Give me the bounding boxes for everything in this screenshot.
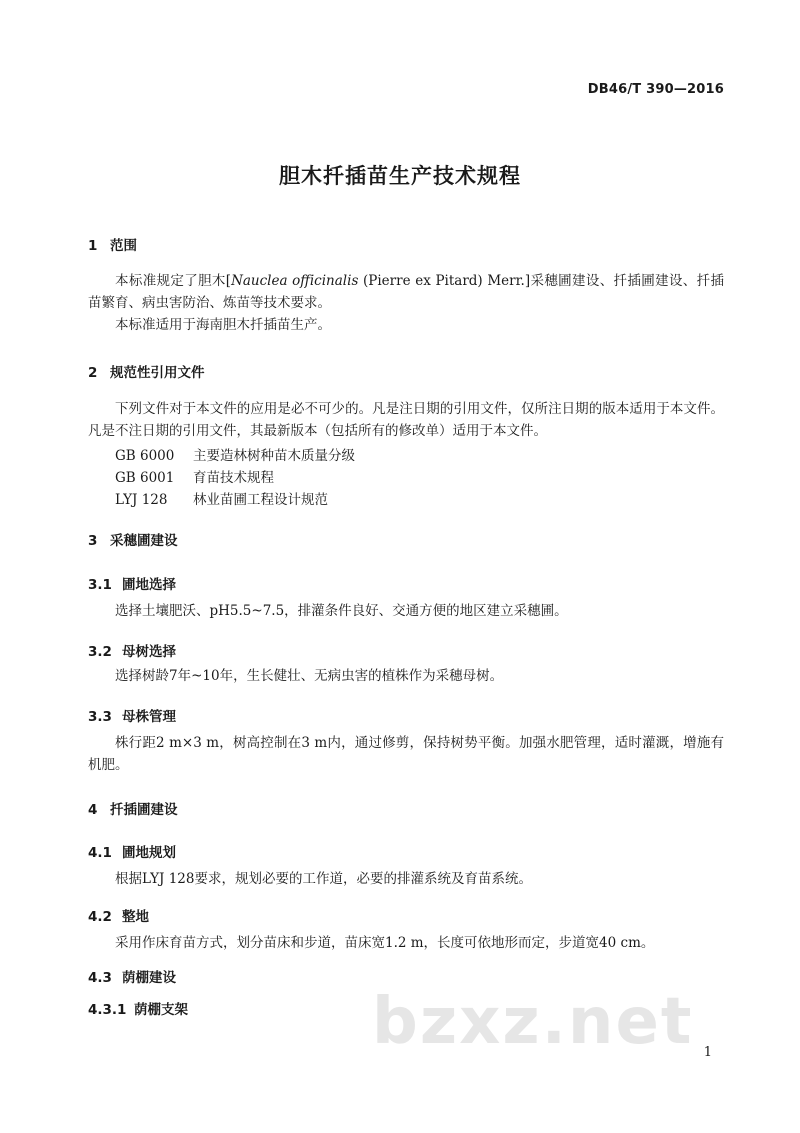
section-number: 3.3: [88, 709, 112, 725]
section-3-2-text: 选择树龄7年~10年，生长健壮、无病虫害的植株作为采穗母树。: [115, 668, 504, 684]
section-4-3-heading: [88, 966, 176, 986]
reference-code: GB 6000: [115, 448, 175, 464]
section-number: 3.1: [88, 577, 112, 593]
scope-text-pre: 本标准规定了胆木[: [115, 273, 232, 289]
section-number: 4.2: [88, 909, 112, 925]
scope-paragraph-1: [88, 270, 724, 314]
reference-item: [115, 466, 274, 486]
section-3-1-text: 选择土壤肥沃、pH5.5~7.5，排灌条件良好、交通方便的地区建立采穗圃。: [115, 603, 568, 619]
section-3-1-heading: [88, 573, 176, 593]
section-4-1-heading: [88, 841, 176, 861]
reference-name: 育苗技术规程: [193, 470, 274, 486]
section-3-heading: [88, 529, 178, 549]
section-title: 规范性引用文件: [110, 365, 205, 381]
reference-name: 主要造林树种苗木质量分级: [193, 448, 355, 464]
section-2-heading: [88, 361, 205, 381]
reference-code: GB 6001: [115, 470, 175, 486]
section-title: 采穗圃建设: [110, 533, 178, 549]
section-title: 荫棚支架: [134, 1002, 188, 1018]
section-title: 母树选择: [122, 644, 176, 660]
section-title: 荫棚建设: [122, 970, 176, 986]
section-4-3-1-heading: [88, 998, 188, 1018]
section-1-heading: [88, 234, 137, 254]
watermark: bzxz.net: [372, 985, 694, 1059]
page-number: 1: [703, 1045, 712, 1060]
section-number: 1: [88, 238, 98, 254]
section-3-3-heading: [88, 705, 176, 725]
section-number: 4.1: [88, 845, 112, 861]
section-number: 4.3: [88, 970, 112, 986]
reference-name: 林业苗圃工程设计规范: [193, 492, 328, 508]
section-number: 3.2: [88, 644, 112, 660]
scope-text-post: (Pierre ex Pitard) Merr.]采穗圃建设、扦插圃建设、扦插苗繁育、病虫害防治、炼苗等技术要求。: [88, 273, 724, 311]
section-title: 扦插圃建设: [110, 802, 178, 818]
section-4-2-heading: [88, 905, 149, 925]
references-paragraph: 下列文件对于本文件的应用是必不可少的。凡是注日期的引用文件，仅所注日期的版本适用于本文件。凡是不注日期的引用文件，其最新版本（包括所有的修改单）适用于本文件。: [88, 401, 724, 439]
section-number: 4.3.1: [88, 1002, 127, 1018]
section-title: 圃地规划: [122, 845, 176, 861]
section-title: 整地: [122, 909, 149, 925]
section-number: 3: [88, 533, 98, 549]
scope-latin-name: Nauclea officinalis: [231, 273, 359, 289]
reference-item: [115, 444, 355, 464]
reference-code: LYJ 128: [115, 492, 168, 508]
section-title: 圃地选择: [122, 577, 176, 593]
section-number: 2: [88, 365, 98, 381]
document-title: 胆木扦插苗生产技术规程: [279, 164, 521, 188]
scope-paragraph-2: 本标准适用于海南胆木扦插苗生产。: [115, 317, 331, 333]
reference-item: [115, 488, 328, 508]
section-3-3-text: 株行距2 m×3 m，树高控制在3 m内，通过修剪，保持树势平衡。加强水肥管理，适时灌溉，增施有机肥。: [88, 735, 724, 773]
section-3-2-heading: [88, 640, 176, 660]
section-4-2-text: 采用作床育苗方式，划分苗床和步道，苗床宽1.2 m，长度可依地形而定，步道宽40 cm。: [115, 935, 655, 951]
standard-number: DB46/T 390—2016: [587, 82, 724, 97]
section-4-heading: [88, 798, 178, 818]
section-number: 4: [88, 802, 98, 818]
section-4-1-text: 根据LYJ 128要求，规划必要的工作道，必要的排灌系统及育苗系统。: [115, 871, 532, 887]
section-title: 母株管理: [122, 709, 176, 725]
section-title: 范围: [110, 238, 137, 254]
